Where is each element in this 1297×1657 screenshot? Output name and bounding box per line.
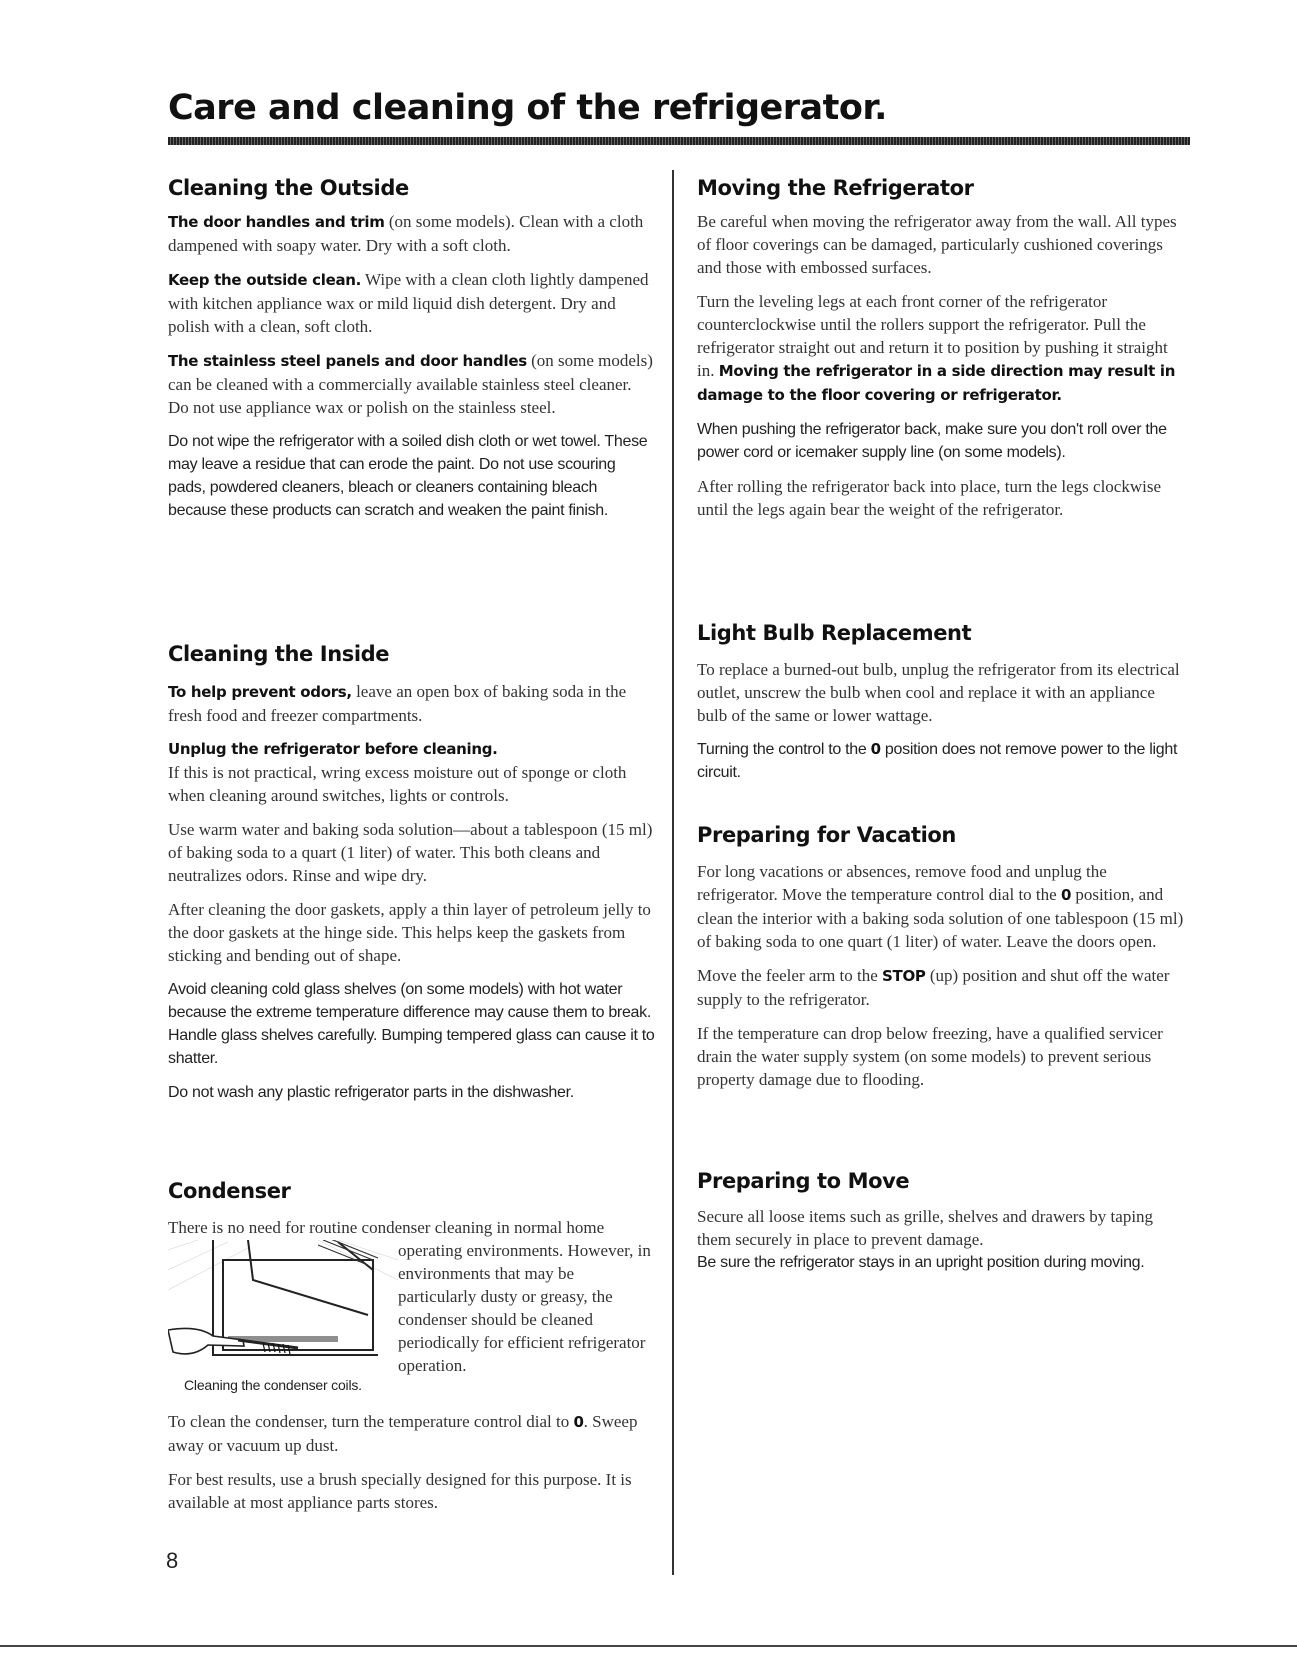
dial-setting: 0 bbox=[1060, 886, 1072, 904]
paragraph bbox=[168, 680, 656, 727]
paragraph: Avoid cleaning cold glass shelves (on some models) with hot water because the extreme temperature difference may cause them to break. Handle glass shelves carefully. Bumping tempered glass can cause it to shatter. bbox=[168, 981, 655, 1067]
condenser-illustration bbox=[168, 1240, 398, 1390]
section-condenser-steps bbox=[168, 1410, 656, 1525]
section-light-bulb bbox=[697, 658, 1187, 795]
body-text: (up) position and shut off the water supply to the refrigerator. bbox=[697, 966, 1170, 1009]
body-text: position, and clean the interior with a baking soda solution of one tablespoon (15 ml) of baking soda to one quart (1 liter) of water. Leave the doors open. bbox=[697, 885, 1184, 951]
body-text: (on some models). Clean with a cloth dampened with soapy water. Dry with a soft cloth. bbox=[168, 212, 644, 255]
stop-label: STOP bbox=[882, 967, 926, 985]
paragraph: If the temperature can drop below freezing, have a qualified servicer drain the water supply system (on some models) to prevent serious property damage due to flooding. bbox=[697, 1024, 1163, 1089]
bottom-rule bbox=[0, 1645, 1297, 1647]
heading-preparing-move: Preparing to Move bbox=[697, 1169, 910, 1193]
section-cleaning-outside bbox=[168, 210, 656, 533]
paragraph: After cleaning the door gaskets, apply a thin layer of petroleum jelly to the door gaskets at the hinge side. This helps keep the gaskets from sticking and bending out of shape. bbox=[168, 900, 651, 965]
body-text: Turning the control to the bbox=[697, 741, 871, 758]
body-text: leave an open box of baking soda in the fresh food and freezer compartments. bbox=[168, 682, 627, 725]
lead-text: Keep the outside clean. bbox=[168, 271, 362, 289]
body-text: There is no need for routine condenser cleaning in normal home operating environments. However, in environments that may be particularly dusty or greasy, the condenser should be cleaned periodically for efficient refrigerator operation. bbox=[168, 1218, 651, 1375]
dial-setting: 0 bbox=[870, 740, 881, 758]
heading-moving-refrigerator: Moving the Refrigerator bbox=[697, 176, 974, 200]
lead-text: The stainless steel panels and door handles bbox=[168, 352, 527, 370]
body-text: position does not remove power to the light circuit. bbox=[697, 741, 1178, 781]
heading-condenser: Condenser bbox=[168, 1179, 291, 1203]
column-divider bbox=[672, 170, 674, 1575]
paragraph bbox=[168, 738, 656, 807]
lead-text: Unplug the refrigerator before cleaning. bbox=[168, 740, 498, 758]
paragraph: When pushing the refrigerator back, make sure you don't roll over the power cord or icemaker supply line (on some models). bbox=[697, 421, 1167, 461]
paragraph bbox=[697, 290, 1187, 407]
body-text: If this is not practical, wring excess moisture out of sponge or cloth when cleaning around switches, lights or controls. bbox=[168, 763, 627, 805]
paragraph: Be sure the refrigerator stays in an upright position during moving. bbox=[697, 1254, 1145, 1271]
warning-text: Moving the refrigerator in a side direction may result in damage to the floor covering or refrigerator. bbox=[697, 362, 1176, 404]
section-cleaning-inside bbox=[168, 680, 656, 1115]
dial-setting: 0 bbox=[573, 1413, 584, 1431]
paragraph: Use warm water and baking soda solution—about a tablespoon (15 ml) of baking soda to a quart (1 liter) of water. This both cleans and neutralizes odors. Rinse and wipe dry. bbox=[168, 820, 653, 885]
heading-vacation: Preparing for Vacation bbox=[697, 823, 956, 847]
body-text: . Sweep away or vacuum up dust. bbox=[168, 1412, 638, 1455]
paragraph: For best results, use a brush specially designed for this purpose. It is available at most appliance parts stores. bbox=[168, 1470, 632, 1512]
illustration-caption: Cleaning the condenser coils. bbox=[184, 1377, 362, 1393]
body-text: Wipe with a clean cloth lightly dampened with kitchen appliance wax or mild liquid dish detergent. Dry and polish with a clean, soft cloth. bbox=[168, 270, 649, 336]
paragraph bbox=[168, 210, 656, 257]
paragraph: After rolling the refrigerator back into place, turn the legs clockwise until the legs again bear the weight of the refrigerator. bbox=[697, 477, 1162, 519]
lead-text: The door handles and trim bbox=[168, 213, 385, 231]
heading-light-bulb: Light Bulb Replacement bbox=[697, 621, 972, 645]
page-number: 8 bbox=[166, 1548, 179, 1573]
section-moving-refrigerator bbox=[697, 210, 1187, 532]
paragraph bbox=[697, 964, 1187, 1011]
paragraph: Secure all loose items such as grille, shelves and drawers by taping them securely in place to prevent damage. bbox=[697, 1207, 1154, 1249]
body-text: Move the feeler arm to the bbox=[697, 966, 883, 985]
paragraph bbox=[168, 268, 656, 338]
section-preparing-move bbox=[697, 1205, 1187, 1285]
lead-text: To help prevent odors, bbox=[168, 683, 352, 701]
paragraph bbox=[168, 349, 656, 419]
paragraph bbox=[697, 860, 1187, 953]
paragraph bbox=[168, 1410, 656, 1457]
paragraph bbox=[697, 738, 1187, 784]
body-text: To clean the condenser, turn the temperature control dial to bbox=[168, 1412, 574, 1431]
paragraph: Do not wash any plastic refrigerator parts in the dishwasher. bbox=[168, 1084, 574, 1101]
title-rule bbox=[168, 137, 1190, 145]
body-text: (on some models) can be cleaned with a commercially available stainless steel cleaner. Do not use appliance wax or polish on the stainless steel. bbox=[168, 351, 653, 417]
heading-cleaning-outside: Cleaning the Outside bbox=[168, 176, 409, 200]
body-text: For long vacations or absences, remove food and unplug the refrigerator. Move the temperature control dial to the bbox=[697, 862, 1107, 904]
section-vacation bbox=[697, 860, 1187, 1102]
body-text: Turn the leveling legs at each front corner of the refrigerator counterclockwise until the rollers support the refrigerator. Pull the refrigerator straight out and return it to position by pushing it straight in. bbox=[697, 292, 1168, 380]
paragraph: Be careful when moving the refrigerator away from the wall. All types of floor coverings can be damaged, particularly cushioned coverings and those with embossed surfaces. bbox=[697, 212, 1177, 277]
paragraph: Do not wipe the refrigerator with a soiled dish cloth or wet towel. These may leave a residue that can erode the paint. Do not use scouring pads, powdered cleaners, bleach or cleaners containing bleach because these products can scratch and weaken the paint finish. bbox=[168, 433, 648, 519]
heading-cleaning-inside: Cleaning the Inside bbox=[168, 642, 390, 666]
paragraph: To replace a burned-out bulb, unplug the refrigerator from its electrical outlet, unscrew the bulb when cool and replace it with an appliance bulb of the same or lower wattage. bbox=[697, 660, 1180, 725]
page-title: Care and cleaning of the refrigerator. bbox=[168, 88, 887, 128]
